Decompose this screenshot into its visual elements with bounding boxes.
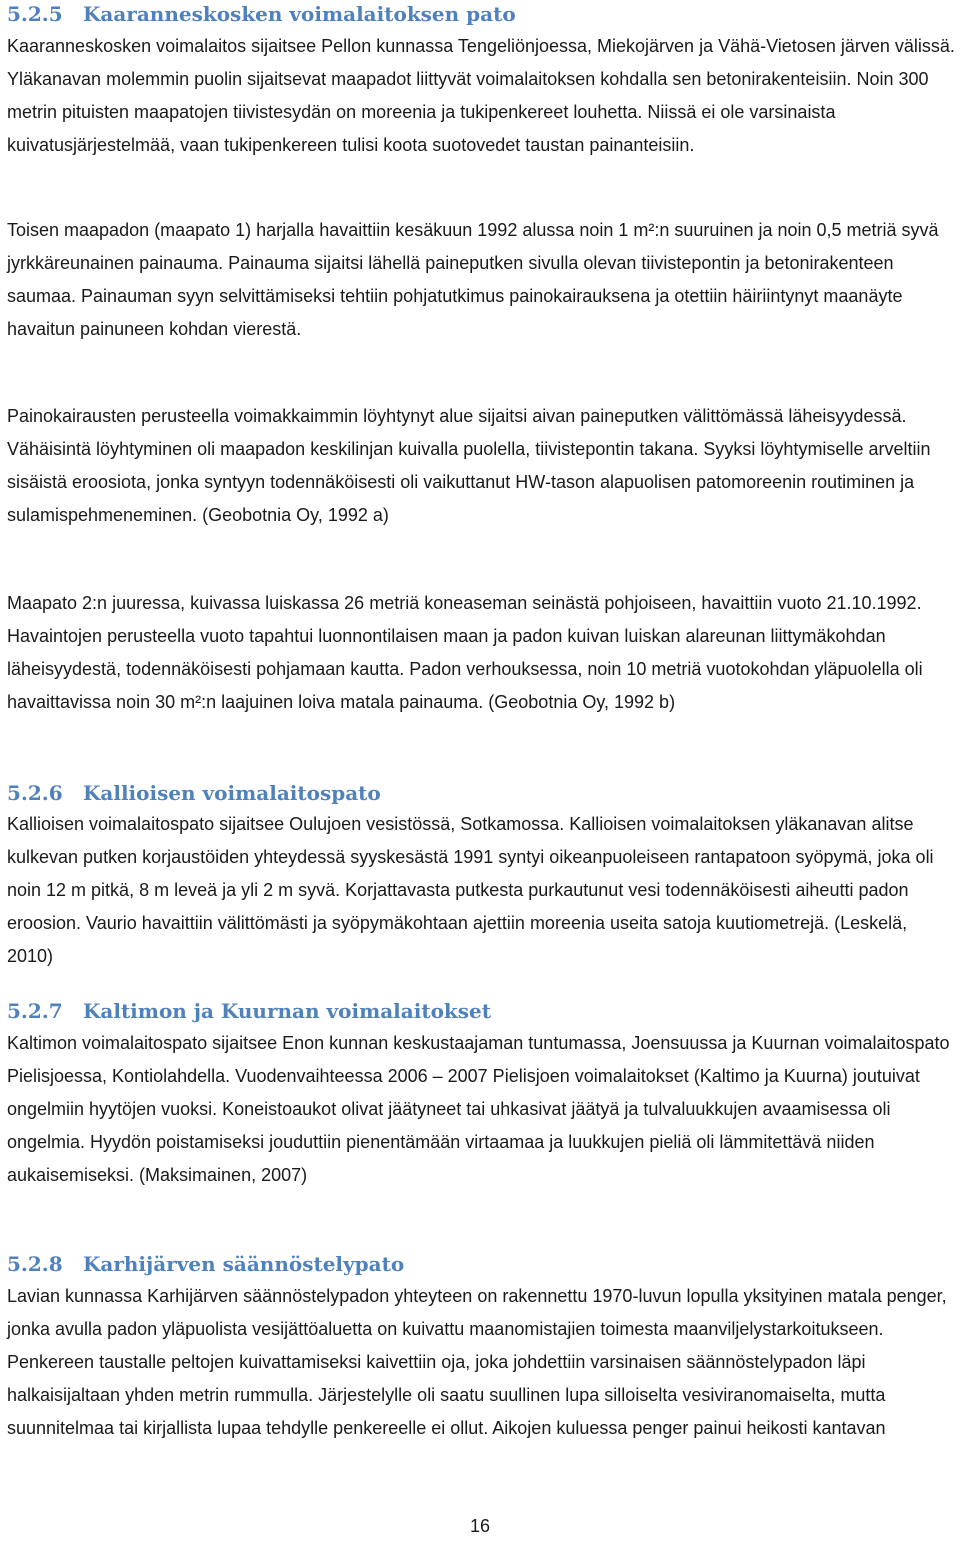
section-number: 5.2.6	[7, 781, 63, 805]
paragraph: Kaaranneskosken voimalaitos sijaitsee Pellon kunnassa Tengeliönjoessa, Miekojärven ja Vähä-Vietosen järven välissä. Yläkanavan molemmin puolin sijaitsevat maapadot liittyvät voimalaitoksen kohdalla sen betonirakenteisiin. Noin 300 metrin pituisten maapatojen tiivistesydän on moreenia ja tukipenkereet louhetta. Niissä ei ole varsinaista kuivatusjärjestelmää, vaan tukipenkereen tulisi koota suotovedet taustan painanteisiin.	[7, 36, 955, 155]
section-number: 5.2.5	[7, 2, 63, 26]
section-heading-5-2-8	[7, 1250, 404, 1278]
section-number: 5.2.8	[7, 1252, 63, 1276]
paragraph: Painokairausten perusteella voimakkaimmin löyhtynyt alue sijaitsi aivan paineputken välittömässä läheisyydessä. Vähäisintä löyhtyminen oli maapadon keskilinjan kuivalla puolella, tiivistepontin takana. Syyksi löyhtymiselle arveltiin sisäistä eroosiota, jonka syntyyn todennäköisesti oli vaikuttanut HW-tason alapuolisen patomoreenin routiminen ja sulamispehmeneminen. (Geobotnia Oy, 1992 a)	[7, 406, 931, 525]
section-number: 5.2.7	[7, 999, 63, 1023]
section-heading-5-2-5	[7, 0, 516, 28]
section-heading-5-2-7	[7, 997, 491, 1025]
section-title: Karhijärven säännöstelypato	[83, 1252, 405, 1276]
section-heading-5-2-6	[7, 779, 381, 807]
page-number: 16	[469, 1516, 491, 1536]
paragraph: Kaltimon voimalaitospato sijaitsee Enon kunnan keskustaajaman tuntumassa, Joensuussa ja Kuurnan voimalaitospato Pielisjoessa, Kontiolahdella. Vuodenvaihteessa 2006 – 2007 Pielisjoen voimalaitokset (Kaltimo ja Kuurna) joutuivat ongelmiin hyytöjen vuoksi. Koneistoaukot olivat jäätyneet tai uhkasivat jäätyä ja tulvaluukkujen avaamisessa oli ongelmia. Hyydön poistamiseksi jouduttiin pienentämään virtaamaa ja luukkujen pieliä oli lämmitettävä niiden aukaisemiseksi. (Maksimainen, 2007)	[7, 1033, 950, 1185]
paragraph: Maapato 2:n juuressa, kuivassa luiskassa 26 metriä koneaseman seinästä pohjoiseen, havaittiin vuoto 21.10.1992. Havaintojen perusteella vuoto tapahtui luonnontilaisen maan ja padon kuivan luiskan alareunan liittymäkohdan läheisyydestä, todennäköisesti pohjamaan kautta. Padon verhouksessa, noin 10 metriä vuotokohdan yläpuolella oli havaittavissa noin 30 m²:n laajuinen loiva matala painauma. (Geobotnia Oy, 1992 b)	[7, 593, 923, 712]
section-title: Kaltimon ja Kuurnan voimalaitokset	[83, 999, 491, 1023]
paragraph: Toisen maapadon (maapato 1) harjalla havaittiin kesäkuun 1992 alussa noin 1 m²:n suuruinen ja noin 0,5 metriä syvä jyrkkäreunainen painauma. Painauma sijaitsi lähellä paineputken sivulla olevan tiivistepontin ja betonirakenteen saumaa. Painauman syyn selvittämiseksi tehtiin pohjatutkimus painokairauksena ja otettiin häiriintynyt maanäyte havaitun painuneen kohdan vierestä.	[7, 220, 939, 339]
section-title: Kallioisen voimalaitospato	[83, 781, 381, 805]
paragraph: Kallioisen voimalaitospato sijaitsee Oulujoen vesistössä, Sotkamossa. Kallioisen voimalaitoksen yläkanavan alitse kulkevan putken korjaustöiden yhteydessä syyskesästä 1991 syntyi oikeanpuoleiseen rantapatoon syöpymä, joka oli noin 12 m pitkä, 8 m leveä ja yli 2 m syvä. Korjattavasta putkesta purkautunut vesi todennäköisesti aiheutti padon eroosion. Vaurio havaittiin välittömästi ja syöpymäkohtaan ajettiin moreenia useita satoja kuutiometrejä. (Leskelä, 2010)	[7, 814, 934, 966]
paragraph: Lavian kunnassa Karhijärven säännöstelypadon yhteyteen on rakennettu 1970-luvun lopulla yksityinen matala penger, jonka avulla padon yläpuolista vesijättöaluetta on kuivattu maanomistajien toimesta maanviljelystarkoitukseen. Penkereen taustalle peltojen kuivattamiseksi kaivettiin oja, joka johdettiin varsinaisen säännöstelypadon läpi halkaisijaltaan yhden metrin rummulla. Järjestelylle oli saatu suullinen lupa silloiselta vesiviranomaiselta, mutta suunnitelmaa tai kirjallista lupaa tehdylle penkereelle ei ollut. Aikojen kuluessa penger painui heikosti kantavan	[7, 1286, 947, 1438]
section-title: Kaaranneskosken voimalaitoksen pato	[83, 2, 516, 26]
